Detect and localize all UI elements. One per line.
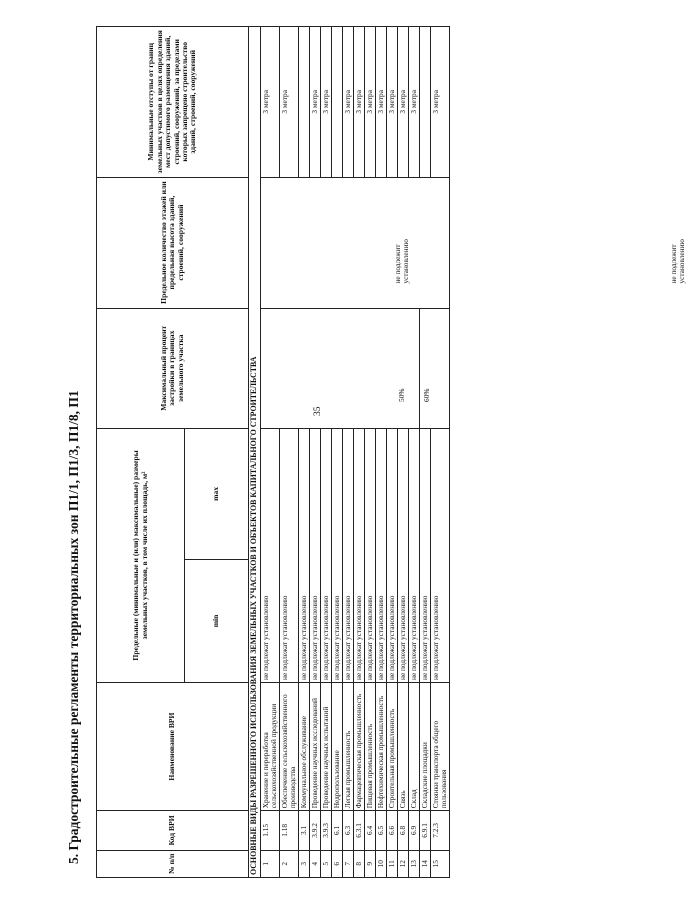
row-size: не подлежат установлению: [364, 428, 375, 682]
table-row: [279, 27, 298, 878]
row-code: 6.3: [342, 811, 353, 850]
floors-cell: [260, 177, 686, 308]
floors-value-1: не подлежит установлению: [392, 239, 410, 284]
row-setback: [331, 27, 342, 178]
row-size: не подлежат установлению: [430, 428, 449, 682]
table-row: [419, 27, 430, 878]
table-row: [260, 27, 279, 878]
percent-cell-50: [260, 308, 419, 428]
row-code: 7.2.3: [430, 811, 449, 850]
col-header-max: max: [185, 428, 249, 559]
row-num: 14: [419, 850, 430, 877]
row-setback: 3 метра: [309, 27, 320, 178]
row-setback: 3 метра: [353, 27, 364, 178]
row-size: не подлежат установлению: [331, 428, 342, 682]
row-size: не подлежат установлению: [397, 428, 408, 682]
percent-60-value: 60%: [421, 388, 431, 402]
row-size: не подлежат установлению: [298, 428, 309, 682]
row-name: Нефтехимическая промышленность: [375, 682, 386, 810]
row-code: 6.8: [397, 811, 408, 850]
page-number-text: 35: [313, 406, 323, 416]
row-code: 1.15: [260, 811, 279, 850]
row-setback: 3 метра: [408, 27, 419, 178]
row-name: Легкая промышленность: [342, 682, 353, 810]
regulations-table: [96, 26, 686, 878]
row-size: не подлежат установлению: [386, 428, 397, 682]
row-num: 9: [364, 850, 375, 877]
table-row: [353, 27, 364, 878]
table-row: [386, 27, 397, 878]
row-name: Недропользование: [331, 682, 342, 810]
row-setback: 3 метра: [397, 27, 408, 178]
row-num: 15: [430, 850, 449, 877]
row-code: 6.5: [375, 811, 386, 850]
row-num: 2: [279, 850, 298, 877]
rotated-page: [60, 26, 686, 878]
row-size: не подлежат установлению: [260, 428, 279, 682]
table-row: [298, 27, 309, 878]
row-num: 10: [375, 850, 386, 877]
table-row: [320, 27, 331, 878]
row-name: Проведение научных исследований: [309, 682, 320, 810]
row-setback: 3 метра: [375, 27, 386, 178]
row-code: 3.9.2: [309, 811, 320, 850]
col-header-code: Код ВРИ: [97, 811, 249, 850]
row-size: не подлежат установлению: [375, 428, 386, 682]
table-row: [331, 27, 342, 878]
col-header-min: min: [185, 559, 249, 682]
row-code: 6.9: [408, 811, 419, 850]
row-setback: 3 метра: [279, 27, 298, 178]
row-setback: [419, 27, 430, 178]
row-setback: 3 метра: [364, 27, 375, 178]
table-row: [397, 27, 408, 878]
row-size: не подлежат установлению: [419, 428, 430, 682]
table-row: [375, 27, 386, 878]
row-name: Коммунальное обслуживание: [298, 682, 309, 810]
table-row: [430, 27, 449, 878]
row-num: 1: [260, 850, 279, 877]
row-code: 3.9.3: [320, 811, 331, 850]
row-num: 12: [397, 850, 408, 877]
row-name: Хранение и переработка сельскохозяйственной продукции: [260, 682, 279, 810]
table-header: [97, 27, 249, 878]
row-setback: 3 метра: [342, 27, 353, 178]
row-code: 1.18: [279, 811, 298, 850]
col-header-floors: Предельное количество этажей или предельная высота зданий, строений, сооружений: [97, 177, 249, 308]
row-num: 8: [353, 850, 364, 877]
row-code: 6.4: [364, 811, 375, 850]
col-header-name: Наименование ВРИ: [97, 682, 249, 810]
col-header-setback: Минимальные отступы от границ земельных участков в целях определения мест допустимого размещения зданий, строений, сооружений, за пределами которых запрещено строительство зданий, строений, сооружений: [97, 27, 249, 178]
col-header-percent: Максимальный процент застройки в границах земельного участка: [97, 308, 249, 428]
row-code: 6.9.1: [419, 811, 430, 850]
row-num: 13: [408, 850, 419, 877]
row-name: Склад: [408, 682, 419, 810]
row-num: 11: [386, 850, 397, 877]
row-size: не подлежат установлению: [408, 428, 419, 682]
row-code: 6.6: [386, 811, 397, 850]
row-num: 6: [331, 850, 342, 877]
row-size: не подлежат установлению: [353, 428, 364, 682]
row-setback: 3 метра: [320, 27, 331, 178]
row-setback: 3 метра: [386, 27, 397, 178]
row-code: 6.3.1: [353, 811, 364, 850]
row-name: Обеспечение сельскохозяйственного производства: [279, 682, 298, 810]
row-size: не подлежат установлению: [320, 428, 331, 682]
col-header-size: Предельные (минимальные и (или) максимальные) размеры земельных участков, в том числе их площадь, м²: [97, 428, 185, 682]
percent-50-value: 50%: [396, 388, 406, 402]
table-row: [408, 27, 419, 878]
row-name: Стоянки транспорта общего пользования: [430, 682, 449, 810]
table-row: [342, 27, 353, 878]
row-code: 6.1: [331, 811, 342, 850]
section-title: ОСНОВНЫЕ ВИДЫ РАЗРЕШЕННОГО ИСПОЛЬЗОВАНИЯ ЗЕМЕЛЬНЫХ УЧАСТКОВ И ОБЪЕКТОВ КАПИТАЛЬНОГО СТРОИТЕЛЬСТВА: [249, 27, 261, 878]
row-setback: [298, 27, 309, 178]
document-title: 5. Градостроительные регламенты территориальных зон П1/1, П1/3, П1/8, П1: [66, 390, 81, 864]
table-row: [309, 27, 320, 878]
row-num: 3: [298, 850, 309, 877]
row-num: 4: [309, 850, 320, 877]
row-num: 7: [342, 850, 353, 877]
table-row: [364, 27, 375, 878]
row-code: 3.1: [298, 811, 309, 850]
row-name: Проведение научных испытаний: [320, 682, 331, 810]
row-size: не подлежат установлению: [279, 428, 298, 682]
row-name: Связь: [397, 682, 408, 810]
row-size: не подлежат установлению: [309, 428, 320, 682]
row-setback: 3 метра: [260, 27, 279, 178]
row-num: 5: [320, 850, 331, 877]
row-name: Складские площадки: [419, 682, 430, 810]
col-header-num: № п/п: [97, 850, 249, 877]
row-name: Строительная промышленность: [386, 682, 397, 810]
row-name: Пищевая промышленность: [364, 682, 375, 810]
floors-value-2: не подлежит установлению: [668, 239, 686, 284]
percent-cell-60: [419, 308, 449, 428]
row-setback: 3 метра: [430, 27, 449, 178]
row-name: Фармацевтическая промышленность: [353, 682, 364, 810]
row-size: не подлежат установлению: [342, 428, 353, 682]
